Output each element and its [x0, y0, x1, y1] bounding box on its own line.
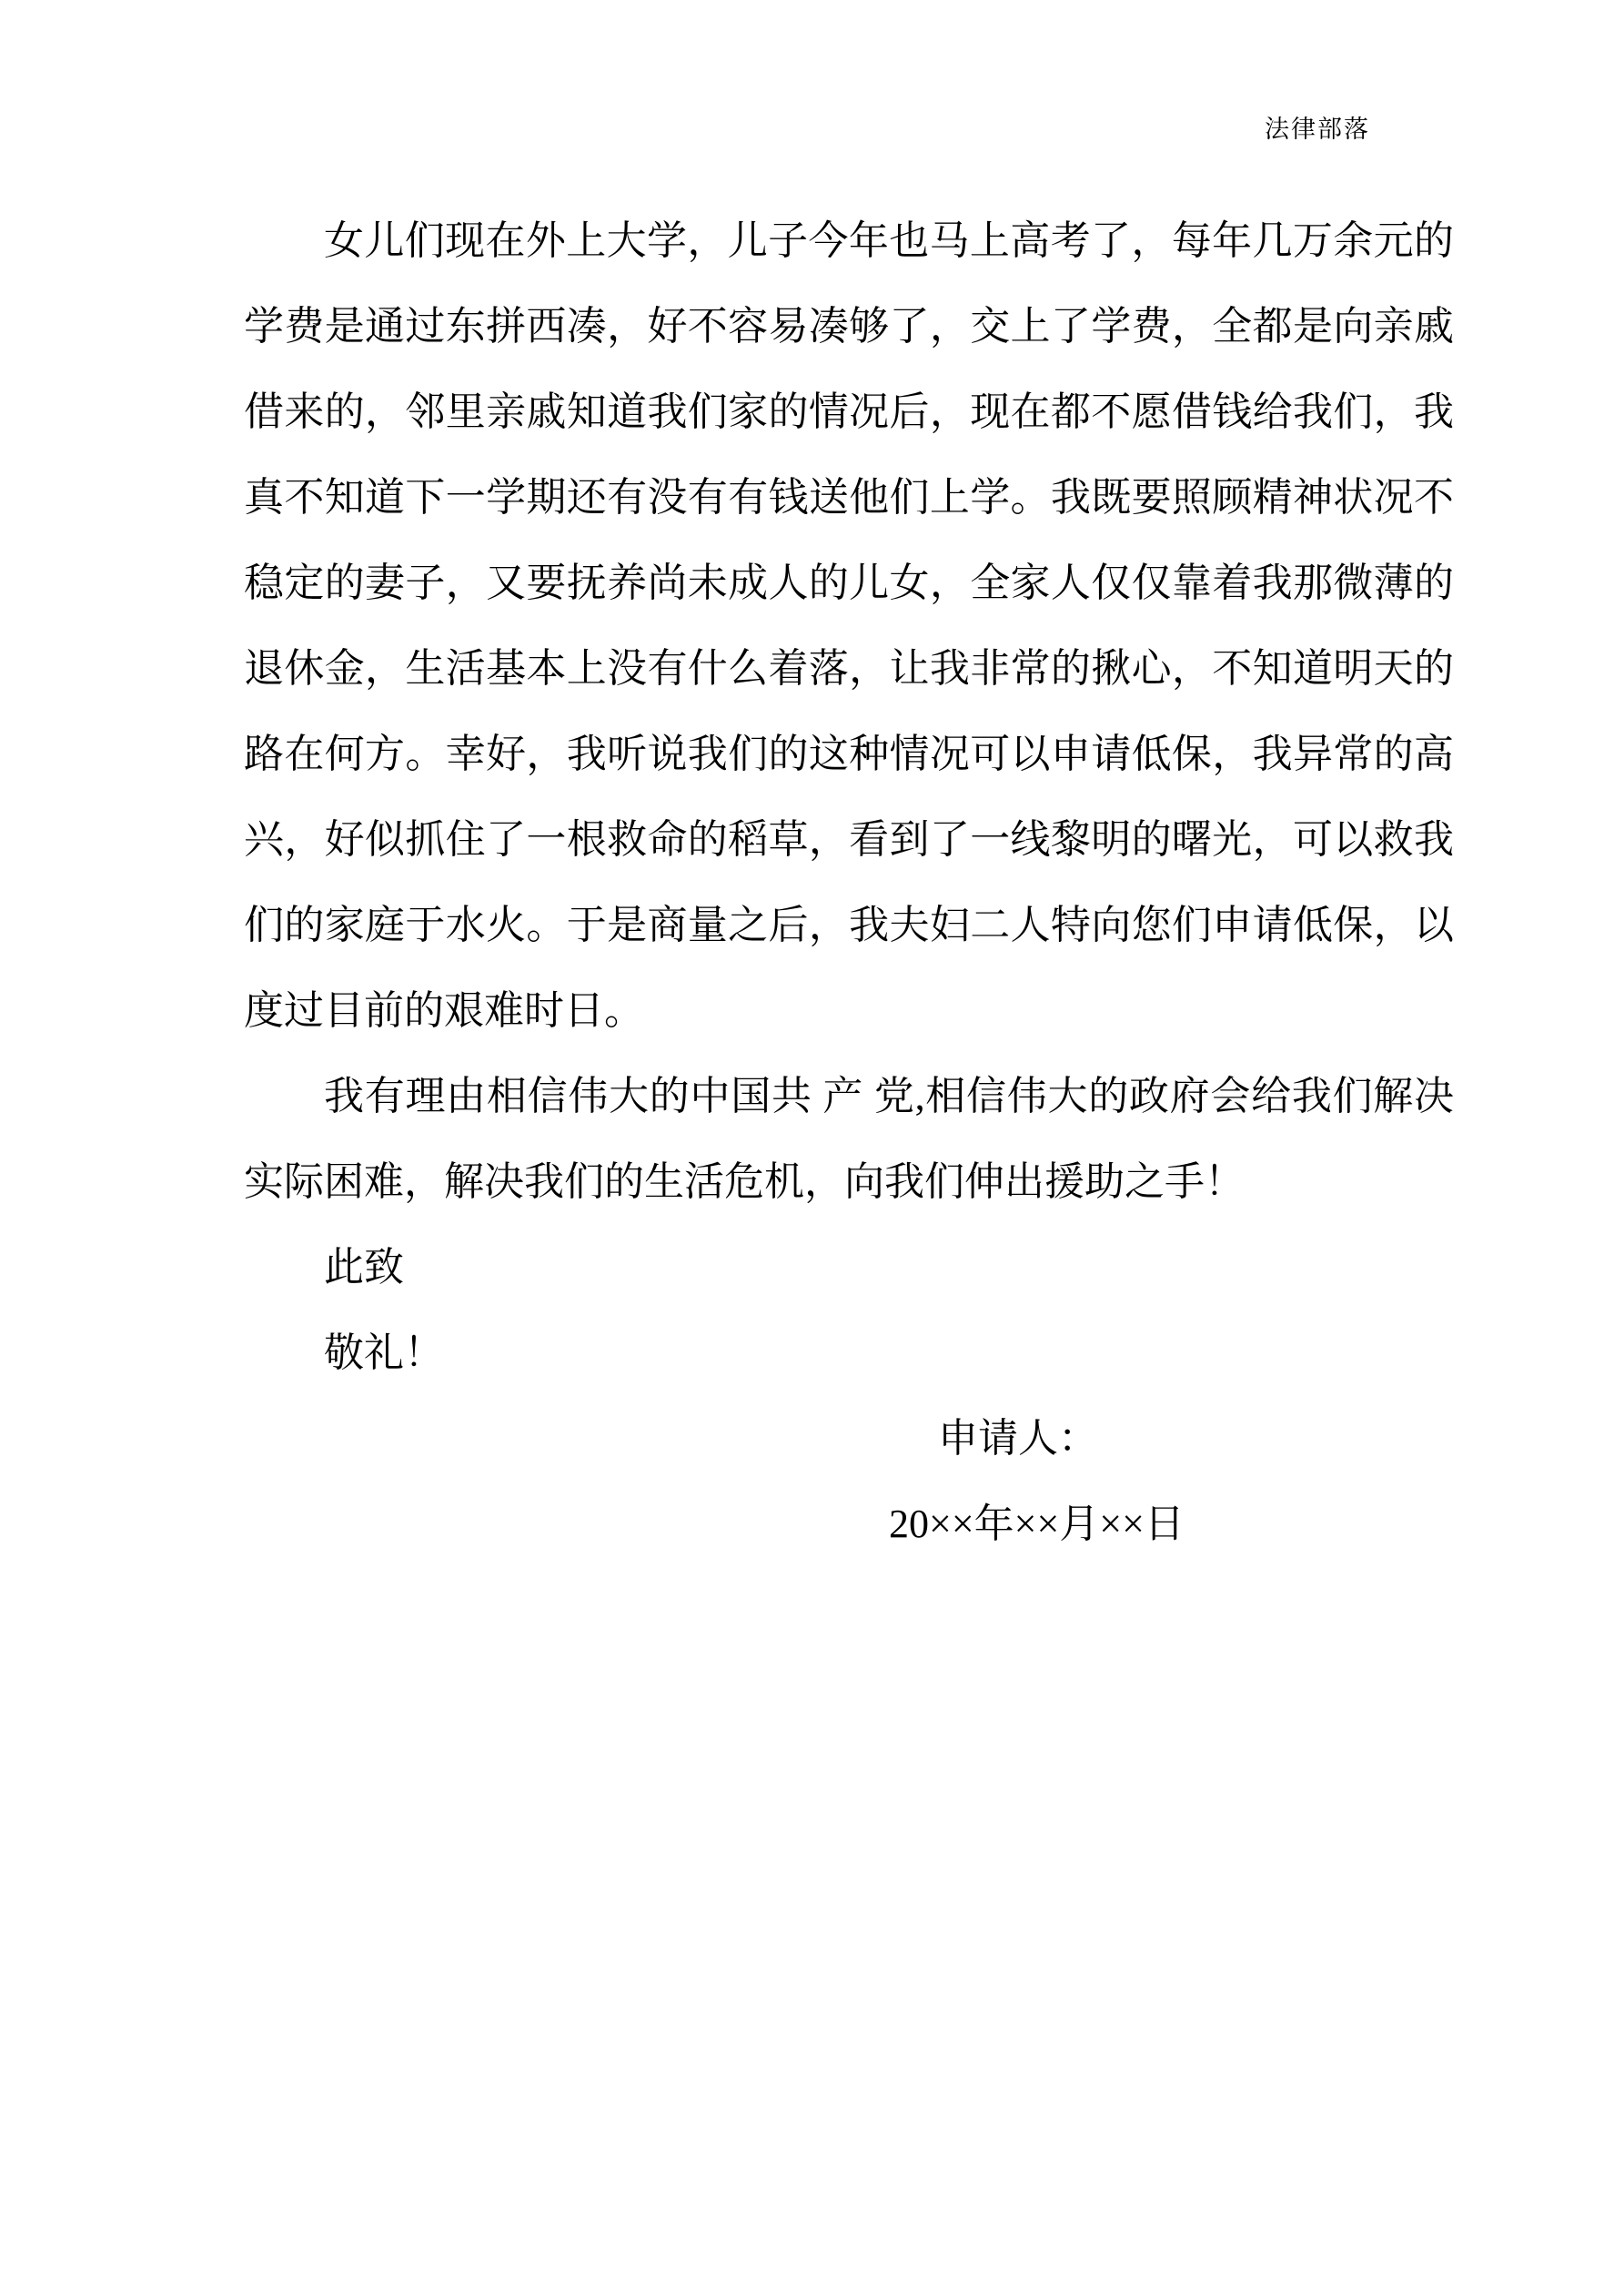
letter-paragraph-1: 女儿们现在外上大学，儿子今年也马上高考了，每年几万余元的学费是通过东拼西凑，好不容易凑够了，交上了学费，全都是向亲戚借来的，邻里亲戚知道我们家的情况后，现在都不愿借钱给我们，我真不知道下一学期还有没有有钱送他们上学。我既要照顾精神状况不稳定的妻子，又要抚养尚未成人的儿女，全家人仅仅靠着我那微薄的退休金，生活基本上没有什么着落，让我非常的揪心，不知道明天的路在何方。幸好，我听说我们的这种情况可以申请低保，我异常的高兴，好似抓住了一根救命的稻草，看到了一线黎明的曙光，可以救我们的家庭于水火。于是商量之后，我夫妇二人特向您们申请低保，以度过目前的艰难时日。 [244, 218, 1454, 1033]
closing-salute: 敬礼！ [324, 1330, 444, 1375]
signature-date: 20××年××月××日 [889, 1502, 1185, 1546]
closing-respectfully: 此致 [324, 1245, 404, 1290]
letter-paragraph-2: 我有理由相信伟大的中国共 产 党,相信伟大的政府会给我们解决实际困难，解决我们的生活危机，向我们伸出援助之手！ [244, 1074, 1454, 1204]
signature-applicant-label: 申请人： [938, 1416, 1098, 1461]
letter-body [244, 198, 1454, 1567]
header-brand: 法律部落 [1265, 116, 1370, 143]
